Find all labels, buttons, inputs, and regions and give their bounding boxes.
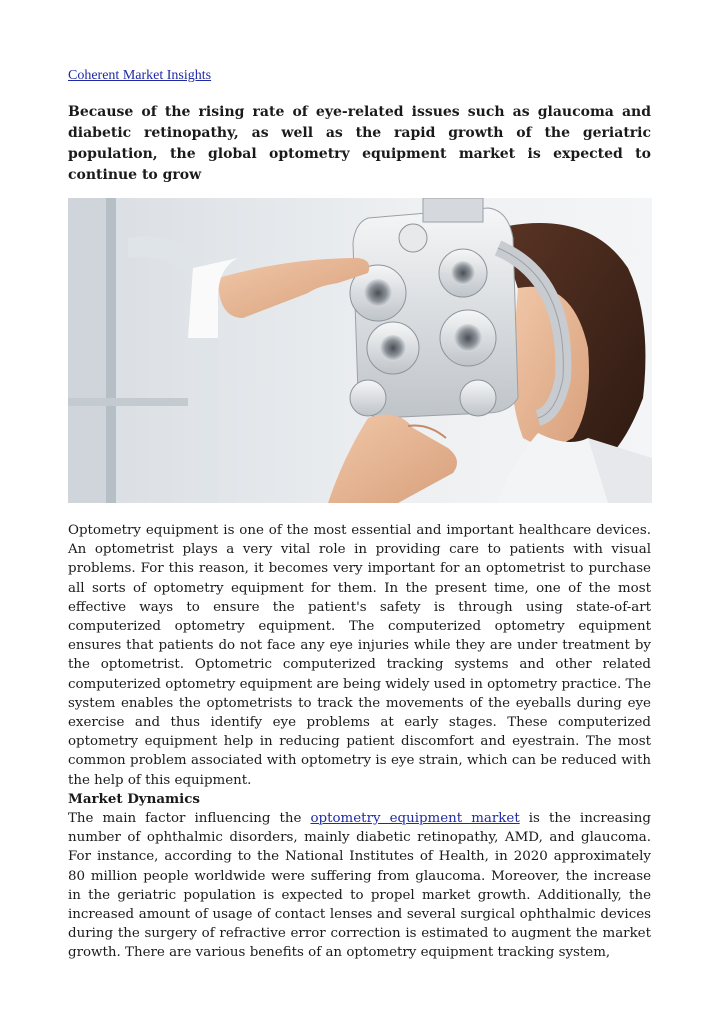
optometry-phoropter-photo [68, 198, 652, 503]
headline: Because of the rising rate of eye-related issues such as glaucoma and diabetic retinopathy, as well as the rapid growth of the geriatric population, the global optometry equipment market is expected to continue to grow [68, 104, 651, 183]
optometry-market-link[interactable]: optometry equipment market [310, 811, 520, 827]
intro-paragraph: Optometry equipment is one of the most essential and important healthcare devices. An optometrist plays a very vital role in providing care to patients with visual problems. For this reason, it becomes very important for an optometrist to purchase all sorts of optometry equipment for them. In the present time, one of the most effective ways to ensure the patient's safety is through using state-of-art computerized optometry equipment. The computerized optometry equipment ensures that patients do not face any eye injuries while they are under treatment by the optometrist. Optometric computerized tracking systems and other related computerized optometry equipment are being widely used in optometry practice. The system enables the optometrists to track the movements of the eyeballs during eye exercise and thus identify eye problems at early stages. These computerized optometry equipment help in reducing patient discomfort and eyestrain. The most common problem associated with optometry is eye strain, which can be reduced with the help of this equipment. [68, 523, 651, 788]
source-link[interactable]: Coherent Market Insights [68, 68, 212, 83]
dynamics-text-start: The main factor influencing the [68, 811, 311, 827]
photo-illustration [68, 198, 652, 503]
article-body [68, 521, 651, 963]
dynamics-text-rest: is the increasing number of ophthalmic disorders, mainly diabetic retinopathy, AMD, and glaucoma. For instance, according to the National Institutes of Health, in 2020 approximately 80 million people worldwide were suffering from glaucoma. Moreover, the increase in the geriatric population is expected to propel market growth. Additionally, the increased amount of usage of contact lenses and several surgical ophthalmic devices during the surgery of refractive error correction is estimated to augment the market growth. There are various benefits of an optometry equipment tracking system, [68, 811, 651, 961]
dynamics-paragraph [68, 809, 651, 963]
section-heading: Market Dynamics [68, 790, 200, 807]
